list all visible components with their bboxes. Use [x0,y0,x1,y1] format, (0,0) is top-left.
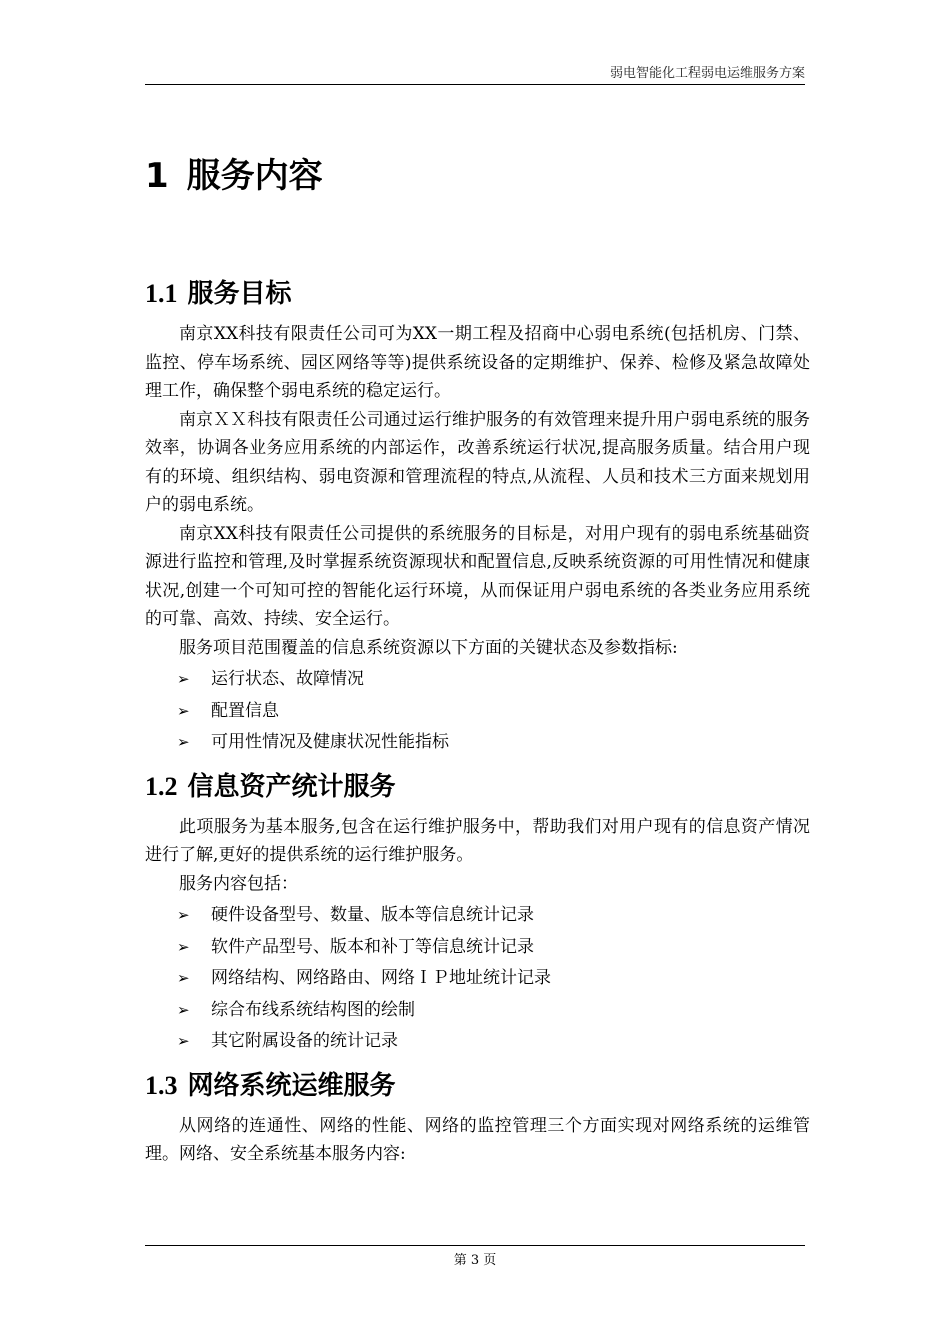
paragraph: 南京XX科技有限责任公司可为XX一期工程及招商中心弱电系统(包括机房、门禁、监控、停车场系统、园区网络等等)提供系统设备的定期维护、保养、检修及紧急故障处理工作，确保整个弱电系统的稳定运行。 [145,324,810,401]
section-heading-1-2 [145,767,810,807]
chapter-heading [145,150,810,202]
running-header: 弱电智能化工程弱电运维服务方案 [609,66,805,81]
paragraph: 此项服务为基本服务,包含在运行维护服务中，帮助我们对用户现有的信息资产情况进行了解,更好的提供系统的运行维护服务。 [145,816,810,865]
list-item: ➢ 综合布线系统结构图的绘制 [145,995,810,1027]
list-item: ➢ 其它附属设备的统计记录 [145,1026,810,1058]
list-item: ➢ 配置信息 [145,696,810,728]
arrow-bullet-icon: ➢ [177,701,190,720]
arrow-bullet-icon: ➢ [177,1032,190,1050]
arrow-bullet-icon: ➢ [177,733,190,751]
arrow-bullet-icon: ➢ [177,670,190,688]
paragraph: 服务内容包括： [179,873,298,894]
header-rule [145,84,805,85]
list-item: ➢ 软件产品型号、版本和补丁等信息统计记录 [145,932,810,964]
bullet-list [145,664,810,759]
list-item: ➢ 硬件设备型号、数量、版本等信息统计记录 [145,900,810,932]
chapter-number: 1 [145,156,169,196]
list-item: ➢ 网络结构、网络路由、网络ＩＰ地址统计记录 [145,963,810,995]
paragraph: 服务项目范围覆盖的信息系统资源以下方面的关键状态及参数指标: [179,637,678,658]
section-heading-1-1 [145,274,810,314]
arrow-bullet-icon: ➢ [177,969,190,987]
section-number: 1.1 [145,279,178,308]
list-item: ➢ 运行状态、故障情况 [145,664,810,696]
section-title: 信息资产统计服务 [187,771,396,802]
bullet-list [145,900,810,1058]
chapter-title: 服务内容 [186,156,323,196]
list-item: ➢ 可用性情况及健康状况性能指标 [145,727,810,759]
footer-rule [145,1245,805,1246]
arrow-bullet-icon: ➢ [177,937,190,956]
section-title: 服务目标 [187,279,292,309]
section-heading-1-3 [145,1066,810,1106]
section-number: 1.2 [145,771,178,801]
paragraph: 南京XX科技有限责任公司提供的系统服务的目标是，对用户现有的弱电系统基础资源进行监控和管理,及时掌握系统资源现状和配置信息,反映系统资源的可用性情况和健康状况,创建一个可知可控的智能化运行环境，从而保证用户弱电系统的各类业务应用系统的可靠、高效、持续、安全运行。 [145,523,810,629]
page-number: 第 3 页 [453,1253,497,1268]
page-content [145,150,810,1169]
paragraph: 从网络的连通性、网络的性能、网络的监控管理三个方面实现对网络系统的运维管理。网络、安全系统基本服务内容: [145,1115,810,1164]
section-number: 1.3 [145,1070,178,1100]
section-title: 网络系统运维服务 [187,1070,396,1101]
arrow-bullet-icon: ➢ [177,1000,190,1019]
paragraph: 南京ＸＸ科技有限责任公司通过运行维护服务的有效管理来提升用户弱电系统的服务效率，协调各业务应用系统的内部运作，改善系统运行状况,提高服务质量。结合用户现有的环境、组织结构、弱电资源和管理流程的特点,从流程、人员和技术三方面来规划用户的弱电系统。 [145,409,810,515]
arrow-bullet-icon: ➢ [177,906,190,924]
